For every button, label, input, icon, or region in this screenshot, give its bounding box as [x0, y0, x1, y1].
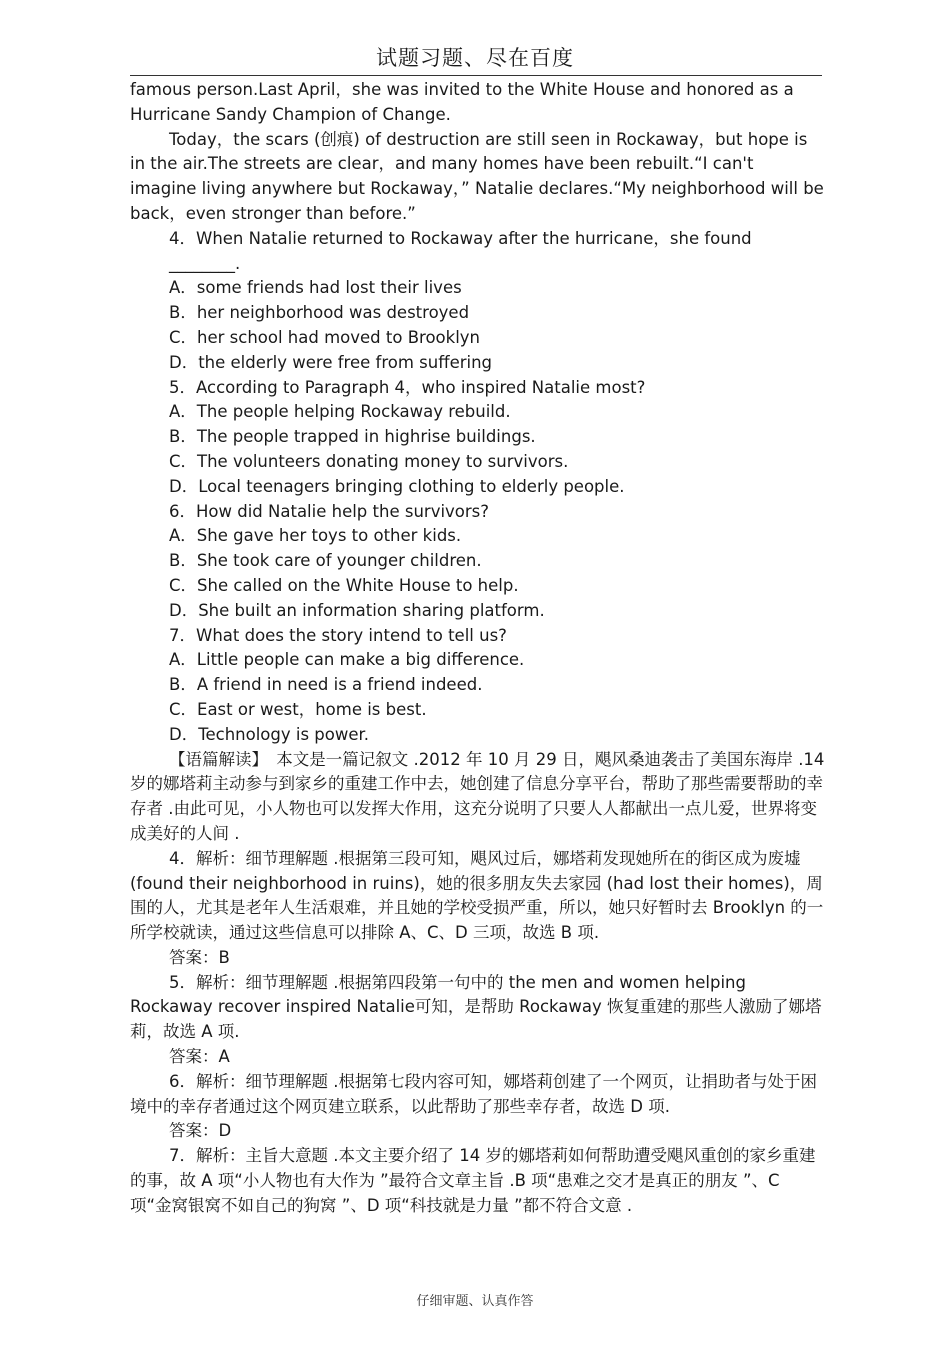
question-stem-4: 4．When Natalie returned to Rockaway after the hurricane，she found ________.: [169, 228, 752, 273]
option-4d: D．the elderly were free from suffering: [169, 352, 493, 372]
page-header-title: 试题习题、尽在百度: [376, 46, 574, 70]
option-4b: B．her neighborhood was destroyed: [169, 303, 470, 323]
option-5c: C．The volunteers donating money to survivors.: [169, 451, 569, 471]
passage-paragraph: Today，the scars (创痕) of destruction are still seen in Rockaway，but hope is in the air.The streets are clear，and many homes have been rebuilt.“I can't imagine living anywhere but Rockaway，” Natalie declares.“My neighborhood will be back，even stronger than before.”: [130, 129, 824, 223]
option-7c: C．East or west，home is best.: [169, 699, 427, 719]
question-stem-6: 6．How did Natalie help the survivors?: [169, 501, 490, 521]
option-6b: B．She took care of younger children.: [169, 551, 482, 571]
analysis-item-5: 5．解析：细节理解题 .根据第四段第一句中的 the men and women helping Rockaway recover inspired Natalie可知，是帮助 Rockaway 恢复重建的那些人激励了娜塔莉，故选 A 项.: [130, 972, 822, 1042]
analysis-item-4: 4．解析：细节理解题 .根据第三段可知，飓风过后，娜塔莉发现她所在的街区成为废墟 (found their neighborhood in ruins)，她的很多朋友失去家园 (had lost their homes)，周围的人，尤其是老年人生活艰难，并且她的学校受损严重，所以，她只好暂时去 Brooklyn 的一所学校就读，通过这些信息可以排除 A、C、D 三项，故选 B 项.: [130, 848, 824, 943]
option-4c: C．her school had moved to Brooklyn: [169, 327, 480, 347]
option-5b: B．The people trapped in highrise buildings.: [169, 427, 536, 447]
option-7d: D．Technology is power.: [169, 724, 370, 744]
option-4a: A．some friends had lost their lives: [169, 278, 462, 298]
option-5a: A．The people helping Rockaway rebuild.: [169, 402, 511, 422]
question-stem-5: 5．According to Paragraph 4，who inspired Natalie most?: [169, 377, 646, 397]
page-footer: 仔细审题、认真作答: [416, 1294, 534, 1309]
option-7b: B．A friend in need is a friend indeed.: [169, 675, 483, 695]
question-stem-7: 7．What does the story intend to tell us?: [169, 625, 507, 645]
document-body: [130, 78, 825, 1219]
answer-6: 答案：D: [169, 1121, 232, 1141]
answer-5: 答案：A: [169, 1047, 230, 1067]
answer-4: 答案：B: [169, 947, 230, 967]
analysis-item-7: 7．解析：主旨大意题 .本文主要介绍了 14 岁的娜塔莉如何帮助遭受飓风重创的家乡重建的事，故 A 项“小人物也有大作为 ”最符合文章主旨 .B 项“患难之交才是真正的朋友 ”、C 项“金窝银窝不如自己的狗窝 ”、D 项“科技就是力量 ”都不符合文意 .: [130, 1146, 816, 1215]
option-6d: D．She built an information sharing platform.: [169, 600, 545, 620]
analysis-intro: 【语篇解读】 本文是一篇记叙文 .2012 年 10 月 29 日，飓风桑迪袭击了美国东海岸 .14 岁的娜塔莉主动参与到家乡的重建工作中去，她创建了信息分享平台，帮助了那些需要帮助的幸存者 .由此可见，小人物也可以发挥大作用，这充分说明了只要人人都献出一点儿爱，世界将变成美好的人间 .: [130, 749, 825, 843]
passage-line: famous person.Last April，she was invited to the White House and honored as a: [130, 80, 794, 99]
header-divider: [130, 75, 822, 76]
option-6a: A．She gave her toys to other kids.: [169, 526, 462, 546]
option-5d: D．Local teenagers bringing clothing to elderly people.: [169, 476, 625, 496]
analysis-item-6: 6．解析：细节理解题 .根据第七段内容可知，娜塔莉创建了一个网页，让捐助者与处于困境中的幸存者通过这个网页建立联系，以此帮助了那些幸存者，故选 D 项.: [130, 1071, 817, 1116]
option-6c: C．She called on the White House to help.: [169, 575, 519, 595]
passage-line: Hurricane Sandy Champion of Change.: [130, 104, 451, 124]
option-7a: A．Little people can make a big difference.: [169, 650, 525, 670]
